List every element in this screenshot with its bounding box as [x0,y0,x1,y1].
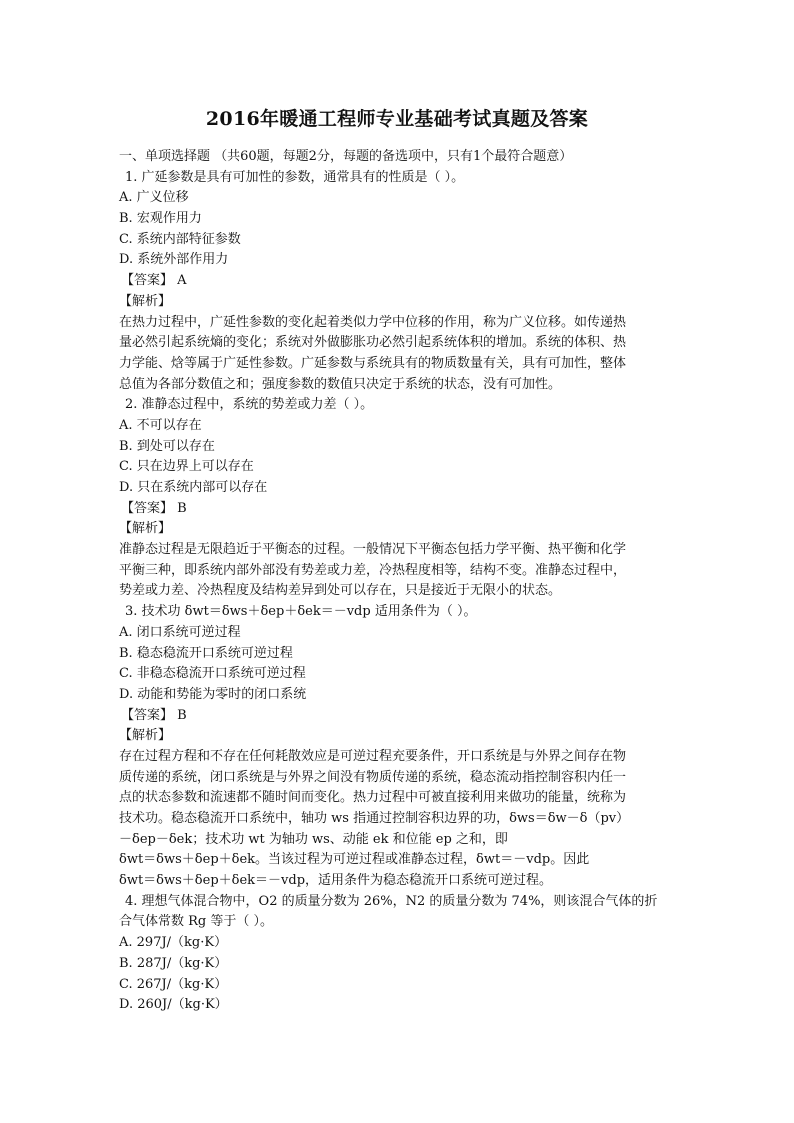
question-4-option-d: D. 260J/（kg·K） [119,997,228,1013]
question-2-option-b: B. 到处可以存在 [119,438,215,454]
question-1-analysis-label: 【解析】 [119,293,172,309]
question-2-option-c: C. 只在边界上可以存在 [119,459,254,475]
question-3-option-a: A. 闭口系统可逆过程 [119,624,241,640]
question-3-analysis-text: －δep－δek；技术功 wt 为轴功 ws、动能 ek 和位能 ep 之和，即 [119,831,508,847]
question-2-analysis-text: 势差或力差、冷热程度及结构差异到处可以存在，只是接近于无限小的状态。 [119,583,562,599]
question-3-analysis-label: 【解析】 [119,728,172,744]
question-2-analysis-text: 准静态过程是无限趋近于平衡态的过程。一般情况下平衡态包括力学平衡、热平衡和化学 [119,542,627,558]
question-1-analysis-text: 总值为各部分数值之和；强度参数的数值只决定于系统的状态，没有可加性。 [119,376,562,392]
question-4-option-b: B. 287J/（kg·K） [119,955,228,971]
question-1-option-c: C. 系统内部特征参数 [119,231,241,247]
question-1-option-b: B. 宏观作用力 [119,211,202,227]
question-2-stem: 2. 准静态过程中，系统的势差或力差（ ）。 [125,397,374,413]
question-2-analysis-text: 平衡三种，即系统内部外部没有势差或力差，冷热程度相等，结构不变。准静态过程中， [119,562,627,578]
document-body [119,147,679,1016]
question-3-answer: 【答案】 B [121,707,187,723]
question-1-stem: 1. 广延参数是具有可加性的参数，通常具有的性质是（ ）。 [125,169,465,185]
question-3-option-b: B. 稳态稳流开口系统可逆过程 [119,645,293,661]
question-1-analysis-text: 量必然引起系统熵的变化；系统对外做膨胀功必然引起系统体积的增加。系统的体积、热 [119,335,627,351]
question-4-option-c: C. 267J/（kg·K） [119,976,228,992]
question-3-analysis-text: 存在过程方程和不存在任何耗散效应是可逆过程充要条件，开口系统是与外界之间存在物 [119,748,627,764]
question-3-option-c: C. 非稳态稳流开口系统可逆过程 [119,666,306,682]
page-title: 2016年暖通工程师专业基础考试真题及答案 [205,108,589,130]
question-3-analysis-text: δwt＝δws＋δep＋δek＝－vdp，适用条件为稳态稳流开口系统可逆过程。 [119,873,553,889]
question-2-analysis-label: 【解析】 [119,521,172,537]
question-1-analysis-text: 力学能、焓等属于广延性参数。广延参数与系统具有的物质数量有关，具有可加性，整体 [119,355,627,371]
question-2-option-d: D. 只在系统内部可以存在 [119,480,268,495]
question-2-option-a: A. 不可以存在 [119,417,202,433]
section-heading: 一、单项选择题 （共60题，每题2分，每题的备选项中，只有1个最符合题意） [119,149,573,164]
question-4-stem: 4. 理想气体混合物中，O2 的质量分数为 26%，N2 的质量分数为 74%，则该混合气体的折 [125,893,658,909]
question-3-analysis-text: 质传递的系统，闭口系统是与外界之间没有物质传递的系统，稳态流动指控制容积内任一 [119,769,627,785]
question-3-option-d: D. 动能和势能为零时的闭口系统 [119,686,307,702]
question-4-option-a: A. 297J/（kg·K） [119,935,228,951]
question-4-stem-cont: 合气体常数 Rg 等于（ ）。 [119,914,274,930]
question-3-analysis-text: 点的状态参数和流速都不随时间而变化。热力过程中可被直接利用来做功的能量，统称为 [119,790,627,806]
question-1-option-d: D. 系统外部作用力 [119,252,229,268]
question-3-stem: 3. 技术功 δwt＝δws＋δep＋δek＝－vdp 适用条件为（ ）。 [125,604,477,620]
question-1-option-a: A. 广义位移 [119,190,189,206]
question-3-analysis-text: 技术功。稳态稳流开口系统中，轴功 ws 指通过控制容积边界的功，δws＝δw－δ（pv） [119,811,630,826]
question-1-answer: 【答案】 A [121,273,187,289]
question-2-answer: 【答案】 B [121,500,187,516]
question-3-analysis-text: δwt＝δws＋δep＋δek。当该过程为可逆过程或准静态过程，δwt＝－vdp。因此 [119,852,590,868]
question-1-analysis-text: 在热力过程中，广延性参数的变化起着类似力学中位移的作用，称为广义位移。如传递热 [119,314,627,330]
